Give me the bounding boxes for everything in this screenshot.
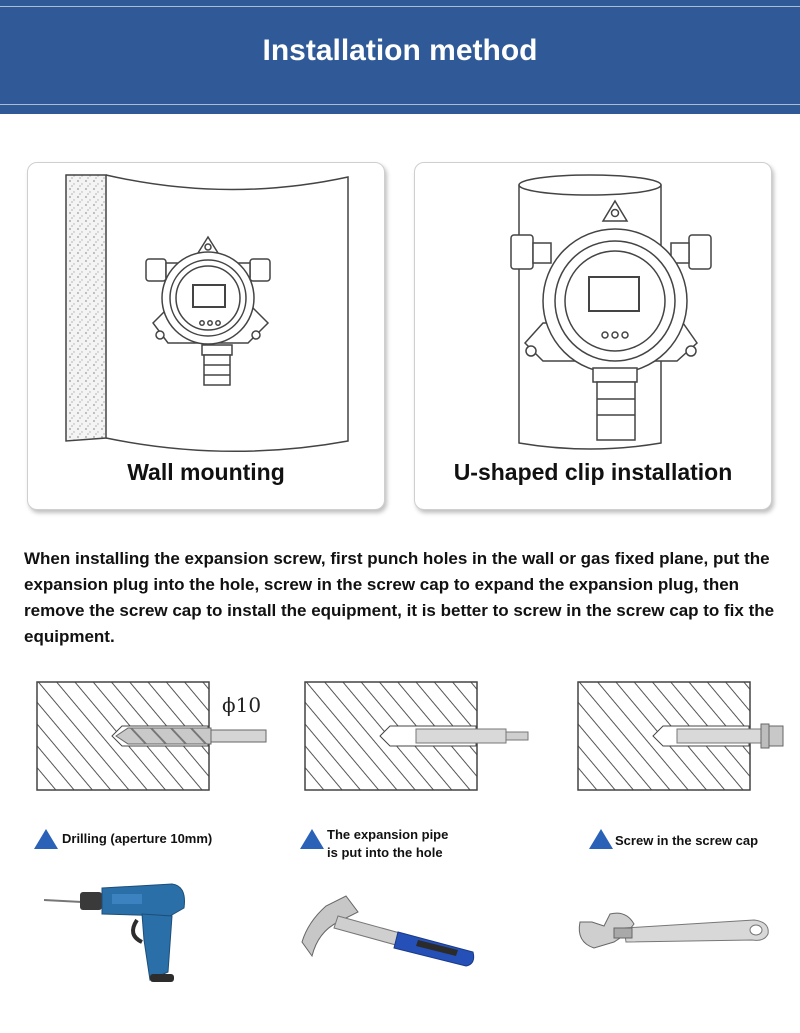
u-clip-card	[414, 162, 772, 510]
page-title: Installation method	[262, 34, 538, 67]
wall-mounting-illustration	[28, 163, 384, 509]
drilling-diagram	[36, 680, 270, 794]
header-top-line	[0, 6, 800, 7]
expansion-pipe-icon	[416, 729, 528, 743]
step-2-caption-line2: is put into the hole	[327, 845, 443, 860]
step-3-caption: Screw in the screw cap	[615, 833, 759, 848]
expansion-pipe-diagram	[304, 680, 534, 794]
header-banner	[0, 0, 800, 114]
screw-cap-diagram	[577, 680, 787, 794]
step-1-caption: Drilling (aperture 10mm)	[62, 831, 213, 846]
wall-mounting-card	[27, 162, 385, 510]
wall-texture	[66, 175, 106, 441]
wall-mounting-label: Wall mounting	[127, 459, 285, 485]
electric-drill-icon	[42, 880, 192, 986]
header-bottom-line	[0, 104, 800, 105]
gas-detector-device-icon	[146, 237, 270, 385]
step-2-caption-line1: The expansion pipe	[327, 827, 449, 842]
u-clip-label: U-shaped clip installation	[453, 459, 733, 485]
step-1-triangle-icon	[34, 829, 58, 849]
u-clip-illustration	[415, 163, 771, 509]
step-2-triangle-icon	[300, 829, 324, 849]
aperture-annotation: ϕ10	[222, 693, 262, 717]
adjustable-wrench-icon	[574, 902, 772, 962]
installation-description: When installing the expansion screw, first punch holes in the wall or gas fixed plane, put the expansion plug into the hole, screw in the screw cap to expand the expansion plug, then remove the screw cap to install the equipment, it is better to screw in the screw cap to fix the equipment.	[24, 549, 775, 646]
step-3-triangle-icon	[589, 829, 613, 849]
hammer-icon	[298, 892, 478, 974]
drill-bit-icon	[116, 728, 266, 744]
